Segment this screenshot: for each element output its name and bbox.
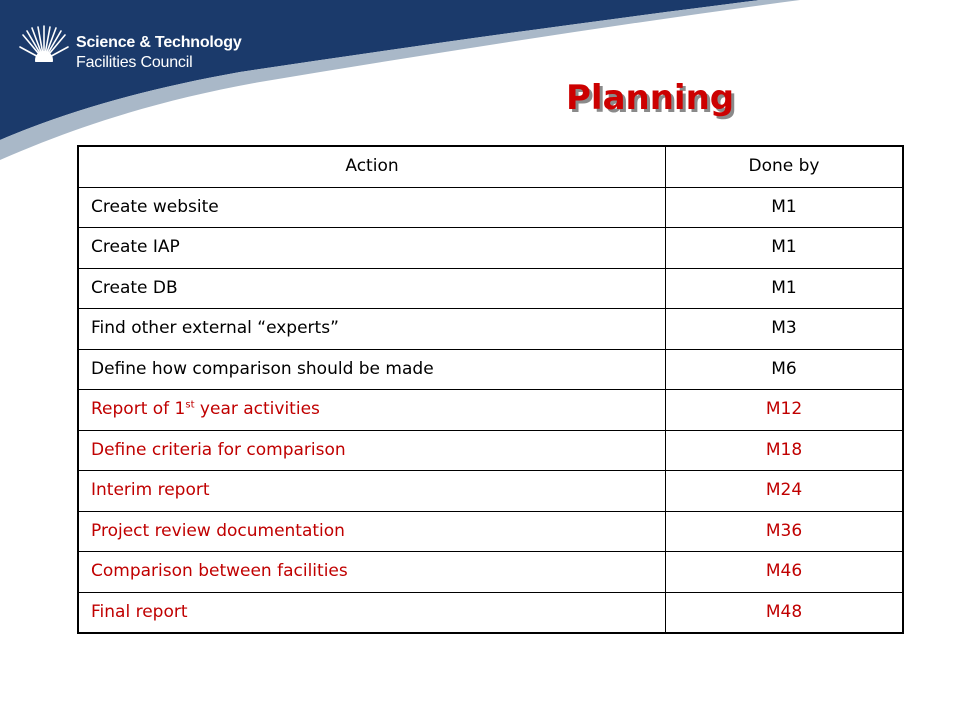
table-row	[78, 552, 903, 593]
action-cell: Create IAP	[78, 228, 666, 269]
done-by-cell: M12	[666, 390, 904, 431]
table-row	[78, 592, 903, 633]
header-done-by: Done by	[666, 146, 904, 187]
header-action: Action	[78, 146, 666, 187]
action-cell: Comparison between facilities	[78, 552, 666, 593]
done-by-cell: M1	[666, 187, 904, 228]
done-by-cell: M3	[666, 309, 904, 350]
done-by-cell: M46	[666, 552, 904, 593]
action-cell: Create website	[78, 187, 666, 228]
done-by-cell: M36	[666, 511, 904, 552]
table-row	[78, 187, 903, 228]
action-cell: Project review documentation	[78, 511, 666, 552]
table-row	[78, 390, 903, 431]
table-row	[78, 268, 903, 309]
page-title: Planning	[566, 78, 735, 118]
logo-line-2: Facilities Council	[76, 54, 193, 71]
ordinal-suffix: st	[185, 399, 195, 411]
done-by-cell: M1	[666, 228, 904, 269]
action-text-pre: Report of 1	[91, 399, 186, 420]
action-cell: Create DB	[78, 268, 666, 309]
planning-table	[77, 145, 904, 634]
done-by-cell: M24	[666, 471, 904, 512]
stfc-logo	[18, 20, 258, 70]
action-cell	[78, 390, 666, 431]
done-by-cell: M6	[666, 349, 904, 390]
action-cell: Interim report	[78, 471, 666, 512]
done-by-cell: M48	[666, 592, 904, 633]
table-row	[78, 349, 903, 390]
logo-line-1: Science & Technology	[76, 34, 242, 51]
table-header-row	[78, 146, 903, 187]
done-by-cell: M18	[666, 430, 904, 471]
table-row	[78, 309, 903, 350]
action-text-post: year activities	[194, 399, 320, 420]
sunburst-logo-icon	[18, 20, 70, 72]
action-cell: Define how comparison should be made	[78, 349, 666, 390]
table-row	[78, 471, 903, 512]
action-cell: Find other external “experts”	[78, 309, 666, 350]
action-cell: Define criteria for comparison	[78, 430, 666, 471]
table-row	[78, 430, 903, 471]
action-cell: Final report	[78, 592, 666, 633]
done-by-cell: M1	[666, 268, 904, 309]
table-row	[78, 511, 903, 552]
table-row	[78, 228, 903, 269]
